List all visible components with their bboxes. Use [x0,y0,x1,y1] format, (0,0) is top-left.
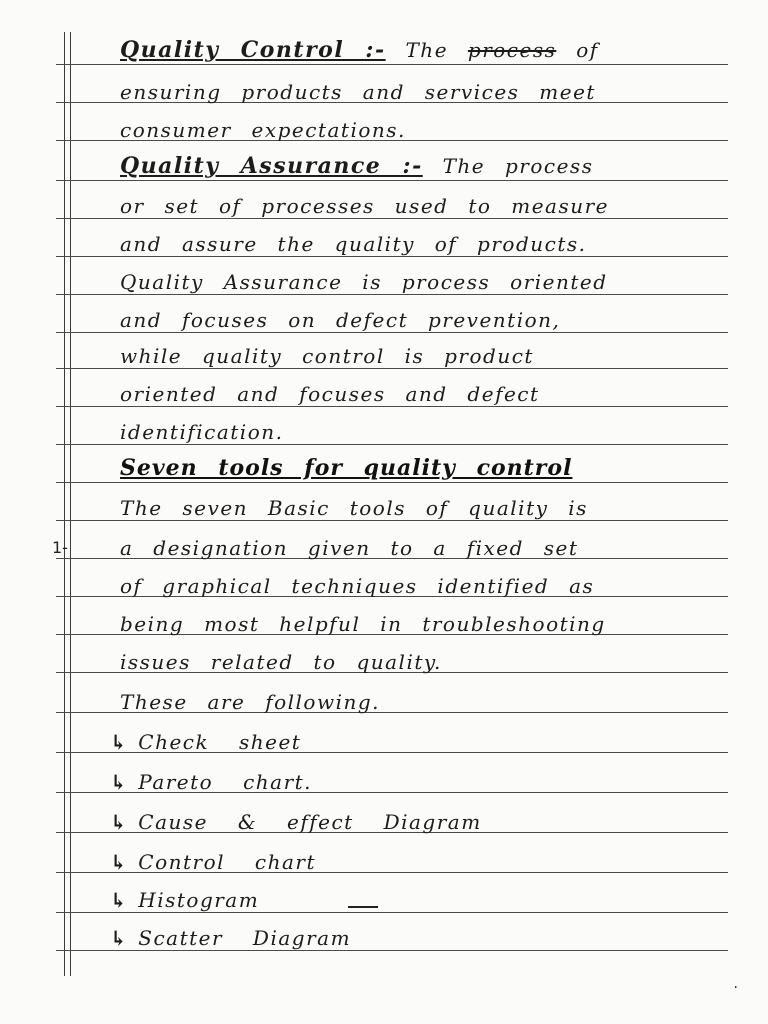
line-15: of graphical techniques identified as [120,574,595,598]
line-6: and assure the quality of products. [120,232,587,256]
margin-mark: 1- [52,538,68,557]
ruled-line [56,332,728,333]
list-item: ↳ Control chart [110,850,316,874]
line-4 [120,154,720,178]
quality-assurance-heading: Quality Assurance :- [120,153,423,179]
dash-mark [348,906,378,908]
margin-line [64,32,65,976]
ruled-line [56,256,728,257]
ruled-line [56,912,728,913]
ruled-line [56,482,728,483]
list-item: ↳ Pareto chart. [110,770,313,794]
line-14: a designation given to a fixed set [120,536,579,560]
line-1-post: of [576,38,599,62]
list-item: ↳ Cause & effect Diagram [110,810,482,834]
ruled-line [56,406,728,407]
curved-arrow-icon: ↳ [110,888,129,912]
line-4-pre: The process [442,154,594,178]
list-item: ↳ Check sheet [110,730,302,754]
ruled-line [56,64,728,65]
curved-arrow-icon: ↳ [110,730,129,754]
corner-mark: · [733,980,738,996]
line-16: being most helpful in troubleshooting [120,612,606,636]
line-7: Quality Assurance is process oriented [120,270,608,294]
quality-control-heading: Quality Control :- [120,37,386,63]
line-13: The seven Basic tools of quality is [120,496,588,520]
ruled-line [56,950,728,951]
curved-arrow-icon: ↳ [110,850,129,874]
list-item: ↳ Histogram [110,888,260,912]
line-8: and focuses on defect prevention, [120,308,561,332]
ruled-line [56,368,728,369]
line-3: consumer expectations. [120,118,406,142]
line-5: or set of processes used to measure [120,194,610,218]
line-10: oriented and focuses and defect [120,382,540,406]
ruled-line [56,444,728,445]
curved-arrow-icon: ↳ [110,926,129,950]
struck-word: process [467,38,557,62]
line-9: while quality control is product [120,344,534,368]
ruled-line [56,218,728,219]
line-2: ensuring products and services meet [120,80,596,104]
ruled-line [56,180,728,181]
ruled-line [56,294,728,295]
line-17: issues related to quality. [120,650,442,674]
line-1 [120,38,720,62]
seven-tools-heading: Seven tools for quality control [120,455,573,481]
margin-line [70,32,71,976]
line-11: identification. [120,420,284,444]
curved-arrow-icon: ↳ [110,810,129,834]
curved-arrow-icon: ↳ [110,770,129,794]
line-18: These are following. [120,690,381,714]
ruled-line [56,520,728,521]
line-1-pre: The [405,38,449,62]
list-item: ↳ Scatter Diagram [110,926,352,950]
